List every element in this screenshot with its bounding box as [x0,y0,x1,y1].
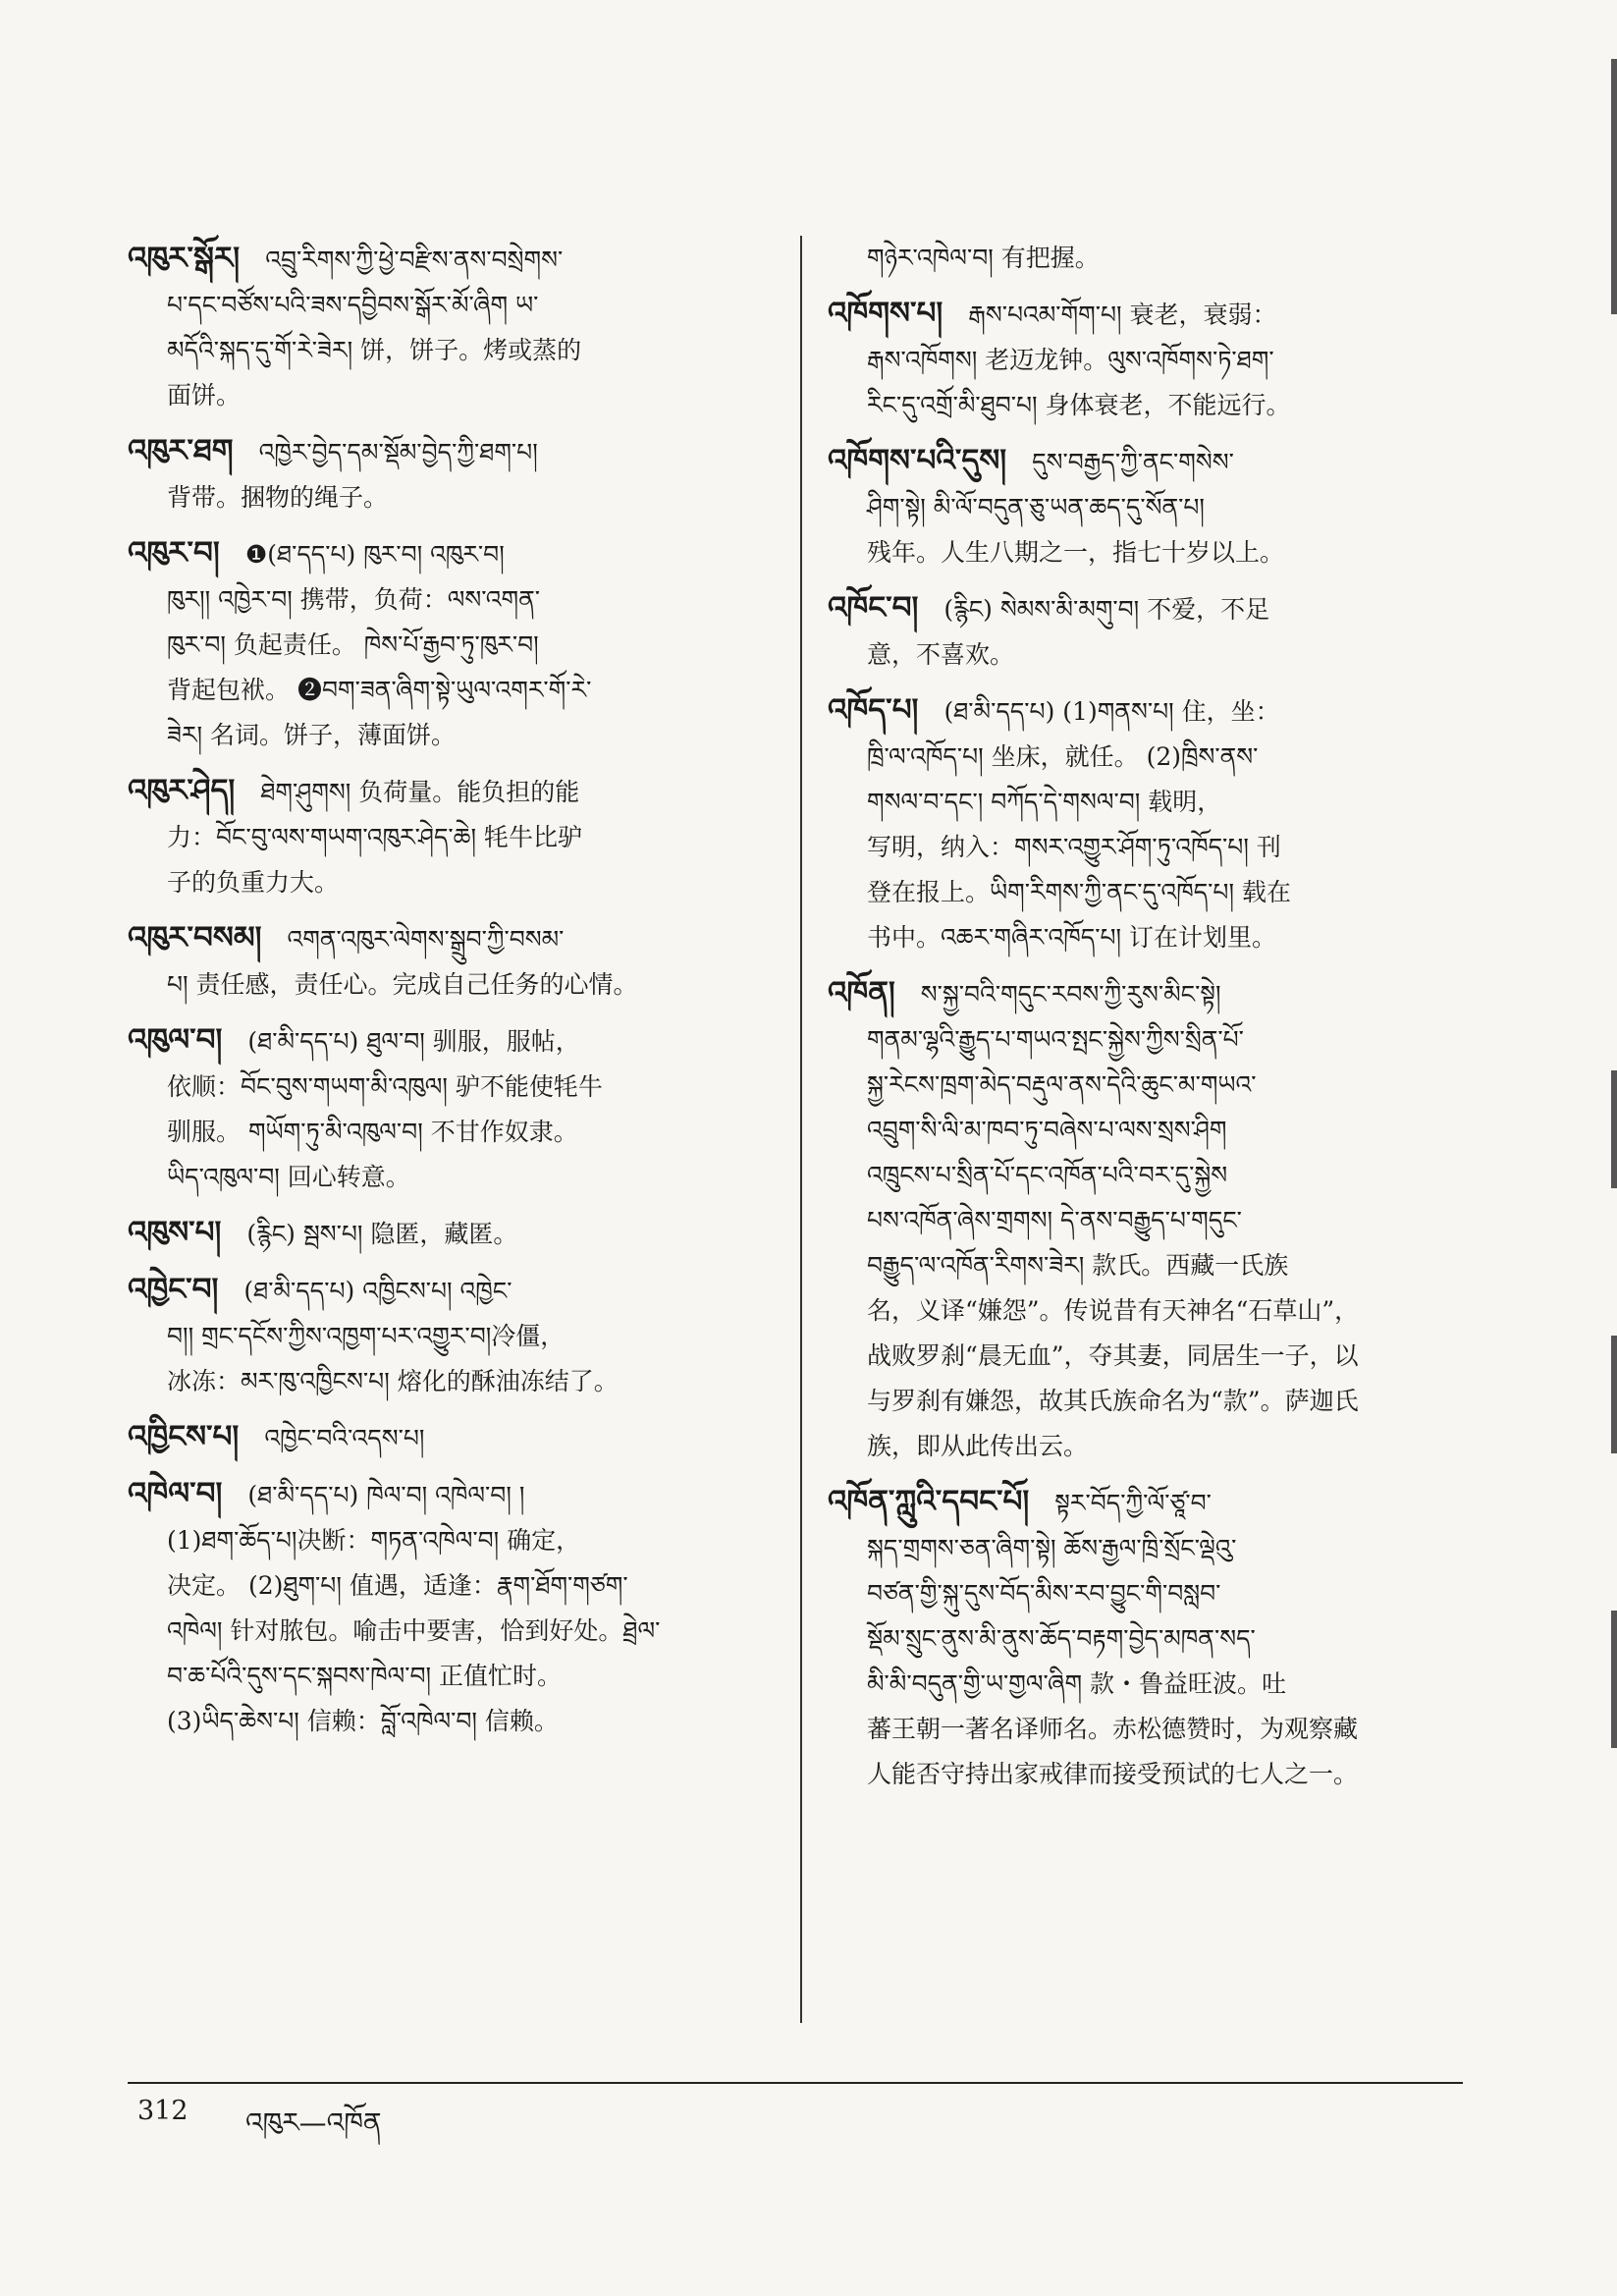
dictionary-entry [128,1267,785,1404]
entry-definition-line: ཟེར། 名词。饼子，薄面饼。 [167,721,457,749]
dictionary-entry [828,687,1476,960]
entry-definition-line: མདོའི་སྐད་དུ་གོ་རེ་ཟེར། 饼，饼子。烤或蒸的 [167,336,582,364]
binding-edge-mark [1611,1070,1617,1188]
entry-definition-line: ཤིག་སྟེ། མི་ལོ་བདུན་ཅུ་ཡན་ཆད་དུ་སོན་པ། [867,493,1205,521]
entry-definition-line: 背带。捆物的绳子。 [167,483,389,512]
entry-definition-line: སྟར་བོད་ཀྱི་ལོ་ཙཱ་བ་ [1054,1489,1212,1517]
entry-definition-line: འཁྱེང་བའི་འདས་པ། [264,1424,425,1452]
dictionary-entry [128,530,785,758]
entry-definition-line: 与罗刹有嫌怨，故其氏族命名为“款”。萨迦氏 [867,1387,1359,1415]
entry-definition-line: 意，不喜欢。 [867,640,1015,669]
binding-edge-mark [1611,1336,1617,1453]
dictionary-entry [128,1210,785,1257]
entry-definition-line: (ཐ་མི་དད་པ) ཁེལ་བ། འཁེལ་བ། ། [247,1481,525,1509]
entry-definition-line: པས་འཁོན་ཞེས་གྲགས། དེ་ནས་བརྒྱུད་པ་གདུང་ [867,1206,1242,1234]
entry-headword: འཁུལ་བ། [128,1022,223,1058]
dictionary-entry [128,915,785,1008]
entry-headword: འཁུར་ཤེད། [128,773,236,808]
entry-definition-line: དུས་བརྒྱད་ཀྱི་ནང་གསེས་ [1032,448,1234,476]
entry-headword: འཁྱིངས་པ། [128,1419,240,1454]
entry-definition-line: 族，即从此传出云。 [867,1432,1089,1460]
column-divider [800,236,802,2023]
entry-definition-line: བ།། གྲང་དངོས་ཀྱིས་འཁྱག་པར་འགྱུར་བ།冷僵， [167,1322,566,1350]
dictionary-entry [128,768,785,905]
entry-headword: འཁོན། [828,975,895,1011]
entry-definition-line: (རྙིང) སེམས་མི་མགུ་བ། 不爱，不足 [943,595,1270,624]
entry-definition-line: འཁེལ། 针对脓包。喻击中要害，恰到好处。ཐྲེལ་ [167,1616,661,1645]
entry-definition-line: རིང་དུ་འགྲོ་མི་ཐུབ་པ། 身体衰老，不能远行。 [867,391,1291,419]
entry-definition-line: 驯服。 གཡོག་ཏུ་མི་འཁུལ་བ། 不甘作奴隶。 [167,1118,578,1146]
entry-definition-line: རྒས་འཁོགས། 老迈龙钟。ལུས་འཁོགས་ཏེ་ཐག་ [867,346,1274,374]
entry-headword: འཁུར་བསམ། [128,920,262,956]
entry-definition-line: ཁྲི་ལ་འཁོད་པ། 坐床，就任。 (2)ཁྲིས་ནས་ [867,742,1259,771]
dictionary-entry [828,438,1476,575]
dictionary-entry [128,1471,785,1744]
entry-definition-line: (3)ཡིད་ཆེས་པ། 信赖：བློ་འཁེལ་བ། 信赖。 [167,1707,559,1735]
entry-definition-line: ❶(ཐ་དད་པ) ཁུར་བ། འཁུར་བ། [244,540,505,569]
entry-definition-line: འཁྱེར་བྱེད་དམ་སྡོམ་བྱེད་ཀྱི་ཐག་པ། [258,438,538,466]
dictionary-entry [828,1479,1476,1797]
entry-definition-line: 残年。人生八期之一，指七十岁以上。 [867,538,1285,567]
dictionary-entry [828,291,1476,428]
entry-definition-line: (རྙིང) སྦས་པ། 隐匿，藏匿。 [246,1220,518,1248]
entry-definition-line: བརྒྱུད་ལ་འཁོན་རིགས་ཟེར། 款氏。西藏一氏族 [867,1251,1289,1280]
entry-definition-line: ཁུར་བ། 负起责任。 ཁེས་པོ་རྒྱབ་ཏུ་ཁུར་བ། [167,630,539,659]
running-head: འཁུར—འཁོན [245,2106,382,2139]
entry-definition-line: གཉེར་འཁེལ་བ། 有把握。 [867,244,1100,272]
entry-headword: འཁོང་བ། [828,590,919,626]
left-column [128,236,785,1754]
entry-definition-line: འགན་འཁུར་ལེགས་སྒྲུབ་ཀྱི་བསམ་ [287,925,565,954]
dictionary-entry [828,970,1476,1469]
entry-definition-line: ཡིད་འཁུལ་བ། 回心转意。 [167,1163,410,1191]
entry-definition-line: པ། 责任感，责任心。完成自己任务的心情。 [167,970,638,999]
entry-definition-line: མི་མི་བདུན་གྱི་ཡ་གྱལ་ཞིག 款・鲁益旺波。吐 [867,1669,1287,1698]
entry-headword: འཁེལ་བ། [128,1476,223,1511]
entry-definition-line: 力：བོང་བུ་ལས་གཡག་འཁུར་ཤེད་ཆེ། 牦牛比驴 [167,823,582,851]
entry-definition-line: བ་ཆ་པོའི་དུས་དང་སྐབས་ཁེལ་བ། 正值忙时。 [167,1662,563,1690]
entry-definition-line: འཁྲུངས་པ་སྲིན་པོ་དང་འཁོན་པའི་བར་དུ་སྐྱེས [867,1161,1228,1189]
dictionary-entry [128,236,785,418]
entry-headword: འཁོགས་པའི་དུས། [828,443,1007,478]
entry-headword: འཁུར་ཐག [128,433,234,468]
binding-edge-mark [1611,59,1617,314]
entry-definition-line: 写明，纳入：གསར་འགྱུར་ཤོག་ཏུ་འཁོད་པ། 刊 [867,833,1281,861]
dictionary-entry [128,1414,785,1461]
entry-definition-line: 蕃王朝一著名译师名。赤松德赞时，为观察藏 [867,1715,1359,1743]
dictionary-entry [128,428,785,520]
entry-headword: འཁོད་པ། [828,692,919,728]
entry-definition-line: སྡོམ་སྲུང་ནུས་མི་ནུས་ཆོད་བརྟག་བྱེད་མཁན་སད་ [867,1624,1256,1653]
entry-headword: འཁུར་བ། [128,535,220,571]
entry-headword: འཁྱེང་བ། [128,1272,219,1307]
dictionary-entry [828,585,1476,678]
entry-definition-line: 决定。 (2)ཐུག་པ། 值遇，适逢：རྣག་ཐོག་གཙག་ [167,1571,628,1600]
entry-definition-line: 依顺：བོང་བུས་གཡག་མི་འཁུལ། 驴不能使牦牛 [167,1072,603,1101]
entry-definition-line: 人能否守持出家戒律而接受预试的七人之一。 [867,1760,1359,1788]
entry-definition-line: 子的负重力大。 [167,868,340,897]
entry-headword: འཁོགས་པ། [828,296,943,331]
entry-definition-line: འབྲུག་སི་ལི་མ་ཁབ་ཏུ་བཞེས་པ་ལས་སྲས་ཤིག [867,1116,1227,1144]
entry-definition-line: གནམ་ལྷའི་རྒྱུད་པ་གཡའ་སྤང་སྐྱེས་ཀྱིས་སྲིན་པོ་ [867,1025,1244,1054]
binding-edge-mark [1611,1611,1617,1748]
entry-definition-line: 背起包袱。 ❷བག་ཟན་ཞིག་སྟེ་ཡུལ་འགར་གོ་རེ་ [167,676,592,704]
page-number: 312 [137,2096,189,2126]
entry-definition-line: སྐྱ་རེངས་ཁྲག་མེད་བརྡུལ་ནས་དེའི་ཆུང་མ་གཡའ་ [867,1070,1257,1099]
entry-definition-line: 书中。འཆར་གཞིར་འཁོད་པ། 订在计划里。 [867,923,1277,952]
entry-definition-line: པ་དང་བཙོས་པའི་ཟས་དབྱིབས་སྒོར་མོ་ཞིག ཡ་ [167,291,539,319]
entry-definition-line: ས་སྐྱ་བའི་གདུང་རབས་ཀྱི་རུས་མིང་སྟེ། [920,980,1221,1009]
dictionary-entry [828,236,1476,281]
entry-definition-line: རྒས་པའམ་གོག་པ། 衰老，衰弱： [968,301,1277,329]
entry-headword: འཁུར་སྒོར། [128,241,241,276]
dictionary-entry [128,1017,785,1200]
entry-definition-line: (ཐ་མི་དད་པ) འཁྱིངས་པ། འཁྱེང་ [243,1277,512,1305]
entry-headword: འཁུས་པ། [128,1215,222,1250]
entry-definition-line: ཁུར།། འཁྱེར་བ། 携带，负荷：ལས་འགན་ [167,585,541,614]
entry-definition-line: 面饼。 [167,381,242,410]
entry-definition-line: འབྲུ་རིགས་ཀྱི་ཕྱེ་བརྫིས་ནས་བསྲེགས་ [265,246,564,274]
footer-rule [128,2082,1463,2084]
entry-definition-line: (ཐ་མི་དད་པ) ཐུལ་བ། 驯服，服帖， [247,1027,580,1056]
entry-definition-line: 登在报上。ཡིག་རིགས་ཀྱི་ནང་དུ་འཁོད་པ། 载在 [867,878,1291,906]
entry-definition-line: བཙན་གྱི་སྐུ་དུས་བོད་མིས་རབ་བྱུང་གི་བསླབ་ [867,1579,1221,1608]
entry-definition-line: ཐེག་ཤུགས། 负荷量。能负担的能 [260,778,580,806]
entry-definition-line: གསལ་བ་དང་། བཀོད་དེ་གསལ་བ། 载明， [867,788,1222,816]
entry-definition-line: (1)ཐག་ཆོད་པ།决断：གཏན་འཁེལ་བ། 确定， [167,1526,581,1555]
entry-definition-line: (ཐ་མི་དད་པ) (1)གནས་པ། 住，坐： [943,697,1280,726]
entry-headword: འཁོན་ཀླུའི་དབང་པོ། [828,1484,1030,1519]
entry-definition-line: 冰冻：མར་ཁུ་འཁྱིངས་པ། 熔化的酥油冻结了。 [167,1367,619,1395]
entry-definition-line: 名，义译“嫌怨”。传说昔有天神名“石草山”， [867,1296,1360,1325]
entry-definition-line: 战败罗刹“晨无血”，夺其妻，同居生一子，以 [867,1341,1359,1370]
entry-definition-line: སྐད་གྲགས་ཅན་ཞིག་སྟེ། ཆོས་རྒྱལ་ཁྲི་སྲོང་ལྡེའུ་ [867,1534,1237,1562]
right-column [828,236,1476,1807]
